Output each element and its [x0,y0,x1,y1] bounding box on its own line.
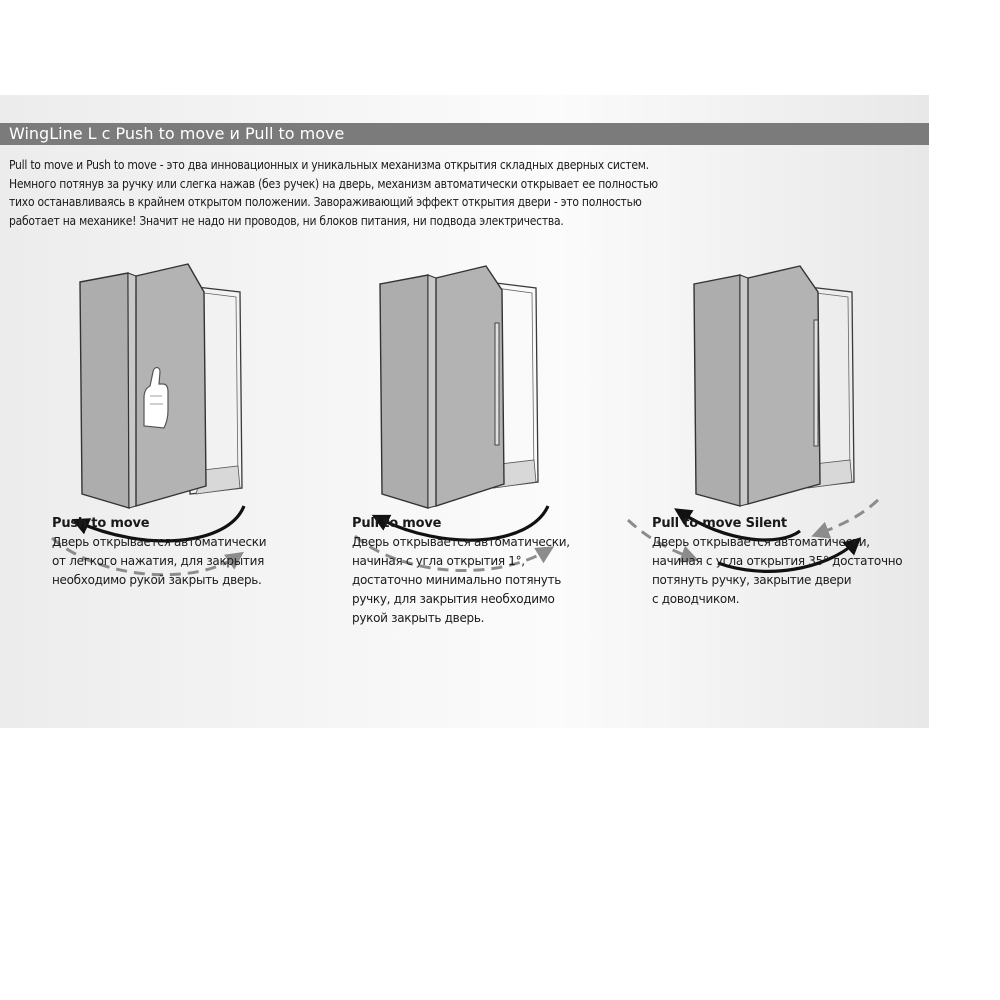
caption-line: необходимо рукой закрыть дверь. [52,573,262,587]
caption-heading: Push to move [52,516,150,531]
caption-heading: Pull to move Silent [652,516,787,531]
folding-door-icon [694,266,854,506]
caption-line: рукой закрыть дверь. [352,611,485,625]
caption-line: Дверь открывается автоматически, [652,535,870,549]
intro-line: тихо останавливаясь в крайнем открытом положении. Завораживающий эффект открытия двери - это полностью [9,195,642,209]
folding-door-icon [380,266,538,508]
caption-line: Дверь открывается автоматически [52,535,267,549]
caption-line: ручку, для закрытия необходимо [352,592,555,606]
intro-line: Немного потянув за ручку или слегка нажав (без ручек) на дверь, механизм автоматически открывает ее полностью [9,176,658,191]
caption-heading: Pull to move [352,516,442,531]
pull-to-move-caption [352,514,642,628]
title-bar: WingLine L с Push to move и Pull to move [0,123,929,145]
caption-line: от легкого нажатия, для закрытия [52,554,265,568]
caption-line: начиная с угла открытия 35° достаточно [652,554,903,568]
caption-line: достаточно минимально потянуть [352,573,562,587]
caption-line: начиная с угла открытия 1°, [352,554,525,568]
caption-line: потянуть ручку, закрытие двери [652,573,852,587]
push-to-move-caption [52,514,342,590]
door-handle-icon [814,320,818,446]
pull-to-move-silent-caption [652,514,942,609]
caption-line: Дверь открывается автоматически, [352,535,570,549]
intro-line: работает на механике! Значит не надо ни проводов, ни блоков питания, ни подвода электричества. [9,213,564,228]
door-handle-icon [495,323,499,445]
caption-line: с доводчиком. [652,592,740,606]
intro-line: Pull to move и Push to move - это два инновационных и уникальных механизма открытия складных дверных систем. [9,158,649,172]
